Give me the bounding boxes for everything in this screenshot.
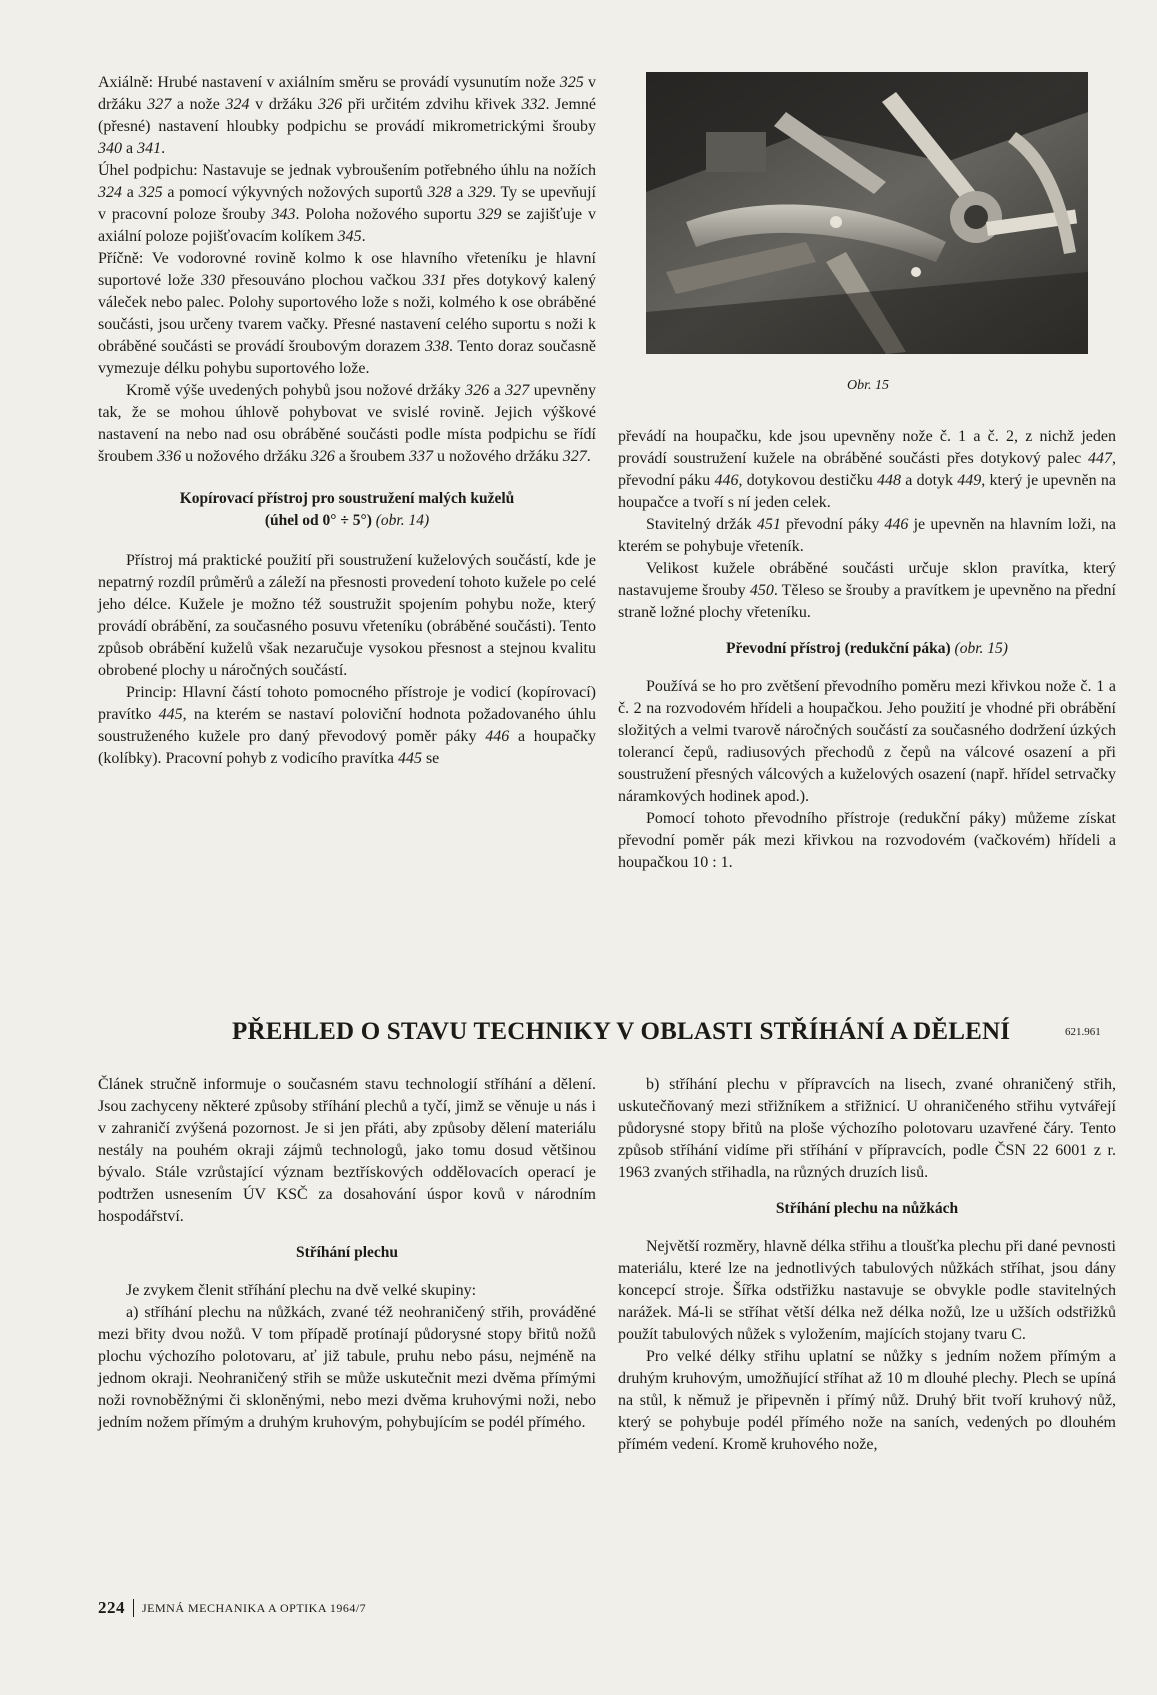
section-heading: Stříhání plechu na nůžkách: [775, 1200, 959, 1217]
paragraph: [618, 426, 1116, 514]
paragraph: [98, 248, 596, 380]
part-number: 327: [505, 382, 530, 399]
article-title: PŘEHLED O STAVU TECHNIKY V OBLASTI STŘÍHÁNÍ A DĚLENÍ: [232, 1018, 1011, 1045]
text-run: . Poloha nožového suportu: [295, 206, 478, 223]
text-run: . Těleso se šrouby a pravítkem je upevněno na přední straně ložné plochy vřeteníku.: [618, 582, 1117, 621]
text-run: se: [421, 750, 440, 767]
paragraph: [618, 558, 1116, 624]
section-heading: [98, 488, 596, 532]
text-run: a: [489, 382, 506, 399]
part-number: 324: [98, 184, 122, 201]
text-run: v držáku: [98, 74, 596, 113]
text-run: .: [161, 140, 166, 157]
part-number: 327: [562, 448, 587, 465]
paragraph: Článek stručně informuje o současném stavu technologií stříhání a dělení. Jsou zachyceny některé způsoby stříhání plechů a tyčí, jimž se věnuje u nás i v zahraničí zvýšená pozornost. Je si jen přáti, aby způsoby dělení materiálu nestály na pouhém okraji zájmů technologů, jako tomu dosud většinou bývalo. Stále vzrůstající význam beztřískových oddělovacích operací je podtržen usnesením ÚV KSČ za dosahování úspor kovů v národním hospodářství.: [98, 1076, 596, 1225]
paragraph: [98, 72, 596, 160]
part-number: 449: [957, 472, 982, 489]
text-run: přesouváno plochou vačkou: [224, 272, 423, 289]
part-number: 450: [749, 582, 774, 599]
paragraph: Největší rozměry, hlavně délka střihu a tloušťka plechu při dané pevnosti materiálu, které lze na jednotlivých tabulových nůžkách stříhat, jsou dány koncepcí stroje. Šířka odstřižku nastavuje se obvykle podle stavitelných narážek. Má-li se stříhat větší délka než délka nožů, lze u užších odstřižků použít tabulových nůžek s vyložením, majících stojany tvaru C.: [618, 1238, 1116, 1343]
paragraph: Používá se ho pro zvětšení převodního poměru mezi křivkou nože č. 1 a č. 2 na rozvodovém hřídeli a houpačkou. Jeho použití je vhodné při obrábění složitých a velmi tvarově náročných součástí za současného dodržení úzkých tolerancí čepů, radiusových přechodů z čepů na válcové osazení a při soustružení přesných válcových a kuželových osazení (např. hřídel setrvačky náramkových hodinek apod.).: [618, 678, 1116, 805]
part-number: 326: [318, 96, 343, 113]
paragraph: b) stříhání plechu v přípravcích na lisech, zvané ohraničený střih, uskutečňovaný mezi střižníkem a střižnicí. U ohraničeného střihu vytvářejí půdorysné stopy břitů na ploše výchozího polotovaru uzavřené čáry. Tento způsob stříhání vidíme při stříhání v přípravcích, podle ČSN 22 6001 z r. 1963 zvaných střihadla, na různých druzích lisů.: [618, 1076, 1116, 1181]
paragraph: [98, 380, 596, 468]
text-run: u nožového držáku: [433, 448, 563, 465]
left-column-bottom: [98, 1074, 596, 1434]
part-number: 326: [310, 448, 335, 465]
part-number: 329: [477, 206, 502, 223]
figure-caption: Obr. 15: [846, 378, 889, 393]
paragraph: Pomocí tohoto převodního přístroje (redukční páky) můžeme získat převodní poměr pák mezi křivkou na rozvodovém (vačkovém) hřídeli a houpačkou 10 : 1.: [618, 810, 1116, 871]
left-column-top: [98, 72, 596, 770]
figure-reference: (obr. 14): [375, 512, 430, 529]
text-run: Úhel podpichu: Nastavuje se jednak vybroušením potřebného úhlu na nožích: [98, 162, 596, 179]
section-heading: Stříhání plechu: [295, 1244, 399, 1261]
part-number: 343: [271, 206, 296, 223]
figure-photo: [646, 72, 1088, 354]
part-number: 341: [137, 140, 162, 157]
part-number: 446: [714, 472, 739, 489]
part-number: 326: [465, 382, 490, 399]
part-number: 330: [200, 272, 225, 289]
part-number: 331: [422, 272, 447, 289]
footer-divider: [133, 1599, 134, 1617]
part-number: 332: [521, 96, 546, 113]
text-run: a houpačky (kolíbky). Pracovní pohyb z vodicího pravítka: [98, 728, 596, 767]
text-run: , převodní páku: [618, 450, 1116, 489]
text-run: převádí na houpačku, kde jsou upevněny nože č. 1 a č. 2, z nichž jeden provádí soustružení kužele na obráběné součásti přes dotykový palec: [618, 428, 1116, 467]
text-run: v držáku: [249, 96, 319, 113]
text-run: . Tento doraz současně vymezuje délku pohybu suportového lože.: [98, 338, 596, 377]
heading-main: Převodní přístroj (redukční páka): [726, 640, 951, 657]
part-number: 325: [559, 74, 584, 91]
machine-photo: [646, 72, 1088, 354]
page-footer: [98, 1598, 366, 1618]
text-run: upevněny tak, že se mohou úhlově pohybovat ve svislé rovině. Jejich výškové nastavení na nebo nad osu obráběné součásti podle místa podpichu se řídí šroubem: [98, 382, 597, 465]
text-run: a šroubem: [334, 448, 410, 465]
part-number: 451: [756, 516, 781, 533]
part-number: 327: [147, 96, 172, 113]
heading-main: Kopírovací přístroj pro soustružení malých kuželů: [179, 490, 515, 507]
page-number: 224: [98, 1598, 125, 1617]
paragraph: [98, 160, 596, 248]
paragraph: [98, 682, 596, 770]
part-number: 324: [225, 96, 250, 113]
text-run: přes dotykový kalený váleček nebo palec. Polohy suportového lože s noži, kolmého k ose obráběné součásti, jsou určeny tvarem vačky. Přesné nastavení celého suportu s noži k obráběné součásti se provádí šroubovým dorazem: [98, 272, 597, 355]
text-run: . Jemné (přesné) nastavení hloubky podpichu se provádí mikrometrickými šrouby: [98, 96, 597, 135]
paragraph: Přístroj má praktické použití při soustružení kuželových součástí, kde je nepatrný rozdíl průměrů a záleží na přesnosti provedení tohoto kužele po celé jeho délce. Kužele je možno též soustružit spojením pohybu nože, který provádí obrábění, za současného posuvu vřeteníku (obráběné součásti). Tento způsob obrábění kuželů však nezaručuje vysokou přesnost a stejnou kvalitu obrobené plochy u náročných součástí.: [98, 552, 596, 679]
text-run: Velikost kužele obráběné součásti určuje sklon pravítka, který nastavujeme šrouby: [618, 560, 1116, 599]
part-number: 445: [158, 706, 183, 723]
text-run: .: [361, 228, 366, 245]
text-run: je upevněn na hlavním loži, na kterém se pohybuje vřeteník.: [618, 516, 1116, 555]
part-number: 328: [427, 184, 452, 201]
part-number: 336: [157, 448, 182, 465]
udc-code: 621.961: [1065, 1026, 1101, 1038]
part-number: 445: [397, 750, 422, 767]
part-number: 340: [98, 140, 122, 157]
part-number: 329: [468, 184, 493, 201]
text-run: . Ty se upevňují v pracovní poloze šrouby: [98, 184, 596, 223]
text-run: , který je upevněn na houpačce a tvoří s ní jeden celek.: [618, 472, 1117, 511]
right-column-top: [618, 426, 1116, 874]
text-run: při určitém zdvihu křivek: [342, 96, 522, 113]
text-run: převodní páky: [780, 516, 885, 533]
text-run: u nožového držáku: [181, 448, 311, 465]
text-run: a: [122, 184, 139, 201]
figure-reference: (obr. 15): [954, 640, 1008, 657]
part-number: 446: [485, 728, 510, 745]
section-heading: [618, 638, 1116, 660]
part-number: 338: [425, 338, 450, 355]
text-run: Stavitelný držák: [646, 516, 757, 533]
paragraph: a) stříhání plechu na nůžkách, zvané též neohraničený střih, prováděné mezi břity dvou nožů. V tom případě protínají půdorysné stopy břitů nožů plochu výchozího polotovaru, ať již tabule, pruhu nebo pásu, nejméně na jednom okraji. Neohraničený střih se může uskutečnit mezi dvěma přímými noži rovnoběžnými či skloněnými, nebo mezi dvěma kruhovými noži, nebo jedním nožem přímým a druhým kruhovým, pohybujícím se podél přímého.: [98, 1304, 596, 1431]
text-run: a: [122, 140, 138, 157]
paragraph: [618, 514, 1116, 558]
text-run: .: [586, 448, 591, 465]
right-column-bottom: [618, 1074, 1116, 1456]
part-number: 325: [138, 184, 163, 201]
part-number: 446: [884, 516, 909, 533]
part-number: 337: [409, 448, 434, 465]
text-run: , dotykovou destičku: [738, 472, 877, 489]
part-number: 345: [337, 228, 362, 245]
text-run: Princip: Hlavní částí tohoto pomocného přístroje je vodicí (kopírovací) pravítko: [98, 684, 596, 723]
text-run: se zajišťuje v axiální poloze pojišťovacím kolíkem: [98, 206, 596, 245]
paragraph: Je zvykem členit stříhání plechu na dvě velké skupiny:: [126, 1282, 477, 1299]
part-number: 447: [1088, 450, 1112, 467]
text-run: , na kterém se nastaví poloviční hodnota požadovaného úhlu soustruženého kužele pro daný převodový poměr páky: [98, 706, 596, 745]
text-run: Příčně: Ve vodorovné rovině kolmo k ose hlavního vřeteníku je hlavní suportové lože: [98, 250, 596, 289]
text-run: a: [451, 184, 469, 201]
text-run: a pomocí výkyvných nožových suportů: [162, 184, 428, 201]
text-run: a nože: [171, 96, 226, 113]
text-run: Kromě výše uvedených pohybů jsou nožové držáky: [126, 382, 466, 399]
paragraph: Pro velké délky střihu uplatní se nůžky s jedním nožem přímým a druhým kruhovým, umožňující stříhat až 10 m dlouhé plechy. Plech se upíná na stůl, k němuž je připevněn i přímý nůž. Druhý břit tvoří kruhový nůž, který se pohybuje podél přímého nože na saních, vedených po dlouhém přímém vedení. Kromě kruhového nože,: [618, 1348, 1116, 1453]
heading-sub: (úhel od 0° ÷ 5°): [264, 512, 372, 529]
part-number: 448: [877, 472, 901, 489]
text-run: a dotyk: [901, 472, 958, 489]
journal-name: JEMNÁ MECHANIKA A OPTIKA 1964/7: [142, 1600, 367, 1615]
text-run: Axiálně: Hrubé nastavení v axiálním směru se provádí vysunutím nože: [98, 74, 560, 91]
